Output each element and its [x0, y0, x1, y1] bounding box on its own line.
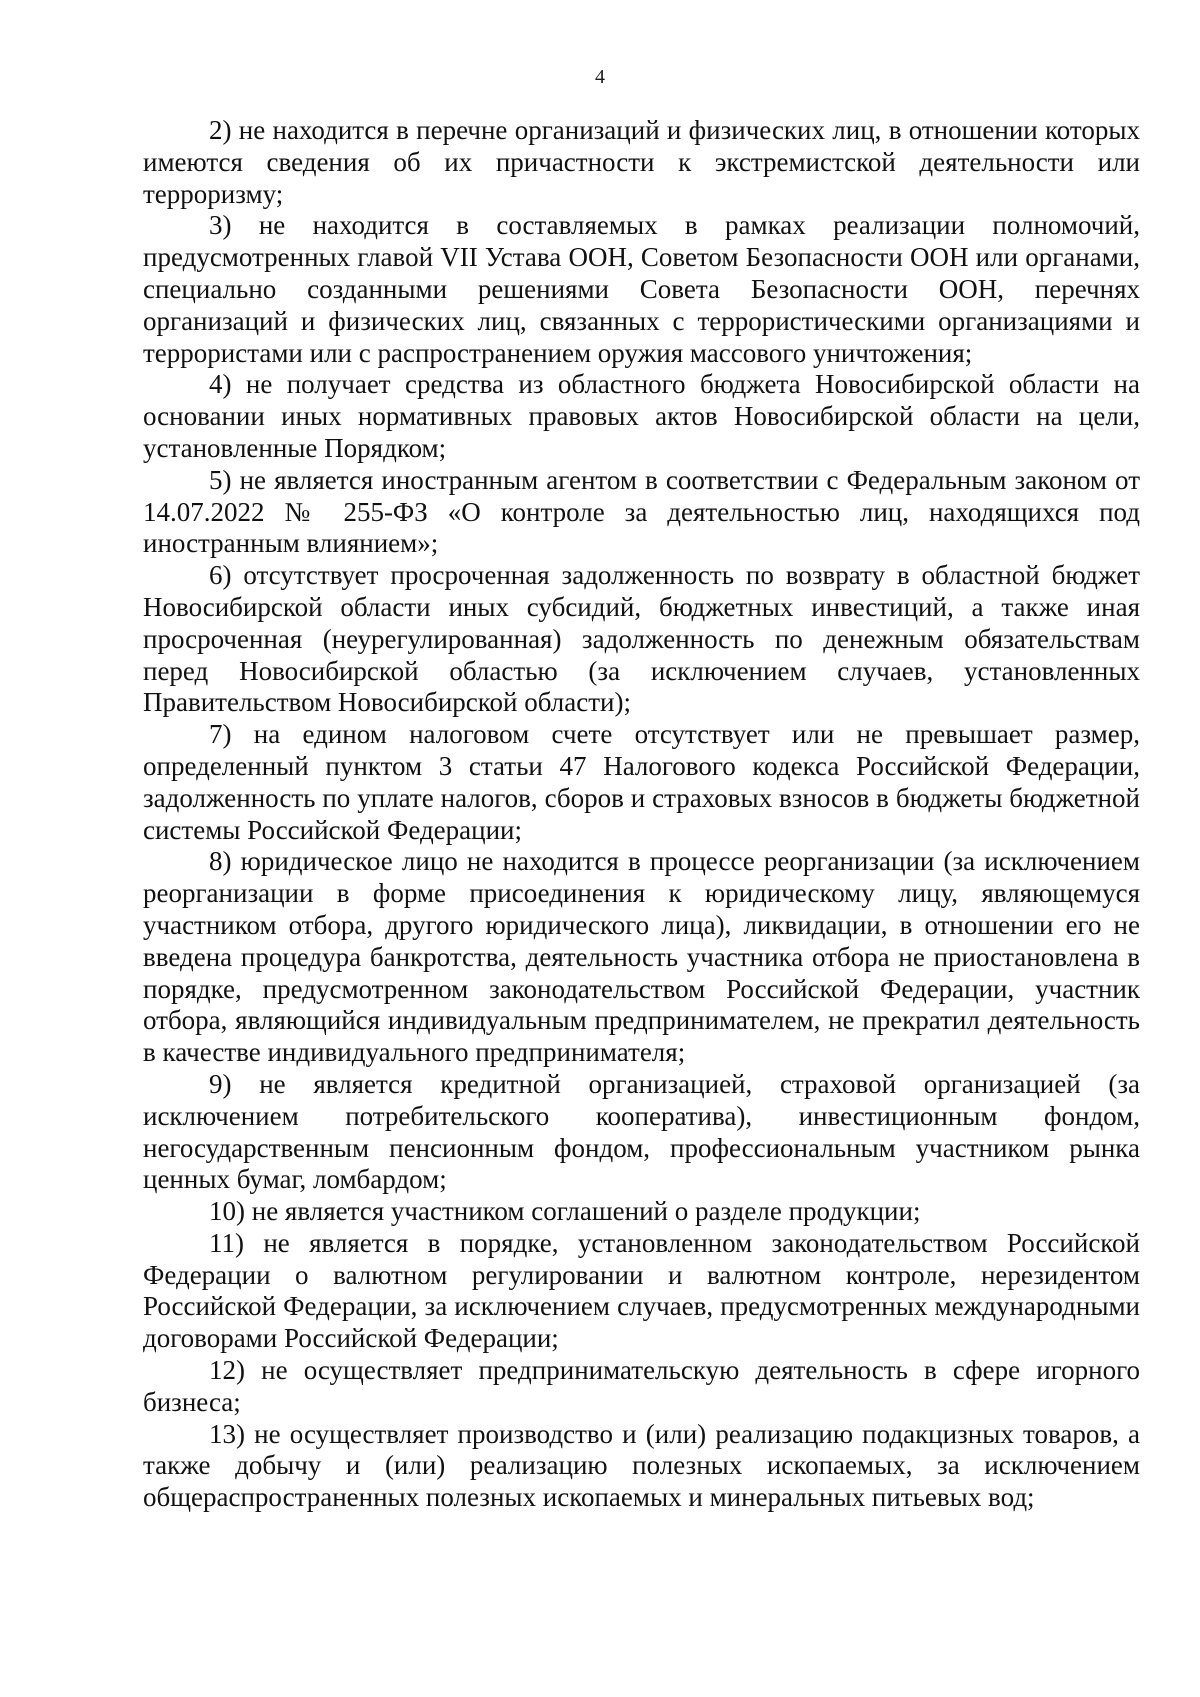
list-item-5: 5) не является иностранным агентом в соответствии с Федеральным законом от 14.07.2022 № 255-ФЗ «О контроле за деятельностью лиц, находящихся под иностранным влиянием»; [143, 464, 1140, 559]
list-item-2: 2) не находится в перечне организаций и физических лиц, в отношении которых имеются сведения об их причастности к экстремистской деятельности или терроризму; [143, 115, 1140, 209]
list-item-12: 12) не осуществляет предпринимательскую деятельность в сфере игорного бизнеса; [143, 1355, 1140, 1417]
document-body [143, 115, 1140, 1514]
list-item-10: 10) не является участником соглашений о разделе продукции; [209, 1196, 921, 1227]
list-item-11: 11) не является в порядке, установленном законодательством Российской Федерации о валютном регулировании и валютном контроле, нерезидентом Российской Федерации, за исключением случаев, предусмотренных международными договорами Российской Федерации; [143, 1227, 1140, 1354]
list-item-9: 9) не является кредитной организацией, страховой организацией (за исключением потребительского кооператива), инвестиционным фондом, негосударственным пенсионным фондом, профессиональным участником рынка ценных бумаг, ломбардом; [143, 1068, 1140, 1195]
list-item-7: 7) на едином налоговом счете отсутствует или не превышает размер, определенный пунктом 3 статьи 47 Налогового кодекса Российской Федерации, задолженность по уплате налогов, сборов и страховых взносов в бюджеты бюджетной системы Российской Федерации; [143, 719, 1140, 845]
list-item-3: 3) не находится в составляемых в рамках реализации полномочий, предусмотренных главой VII Устава ООН, Советом Безопасности ООН или органами, специально созданными решениями Совета Безопасности ООН, перечнях организаций и физических лиц, связанных с террористическими организациями и террористами или с распространением оружия массового уничтожения; [143, 210, 1140, 368]
page-number: 4 [595, 66, 605, 88]
list-item-13: 13) не осуществляет производство и (или) реализацию подакцизных товаров, а также добычу и (или) реализацию полезных ископаемых, за исключением общераспространенных полезных ископаемых и минеральных питьевых вод; [143, 1418, 1140, 1513]
list-item-8: 8) юридическое лицо не находится в процессе реорганизации (за исключением реорганизации в форме присоединения к юридическому лицу, являющемуся участником отбора, другого юридического лица), ликвидации, в отношении его не введена процедура банкротства, деятельность участника отбора не приостановлена в порядке, предусмотренном законодательством Российской Федерации, участник отбора, являющийся индивидуальным предпринимателем, не прекратил деятельность в качестве индивидуального предпринимателя; [143, 846, 1140, 1068]
list-item-6: 6) отсутствует просроченная задолженность по возврату в областной бюджет Новосибирской области иных субсидий, бюджетных инвестиций, а также иная просроченная (неурегулированная) задолженность по денежным обязательствам перед Новосибирской областью (за исключением случаев, установленных Правительством Новосибирской области); [143, 560, 1140, 718]
list-item-4: 4) не получает средства из областного бюджета Новосибирской области на основании иных нормативных правовых актов Новосибирской области на цели, установленные Порядком; [143, 369, 1140, 463]
